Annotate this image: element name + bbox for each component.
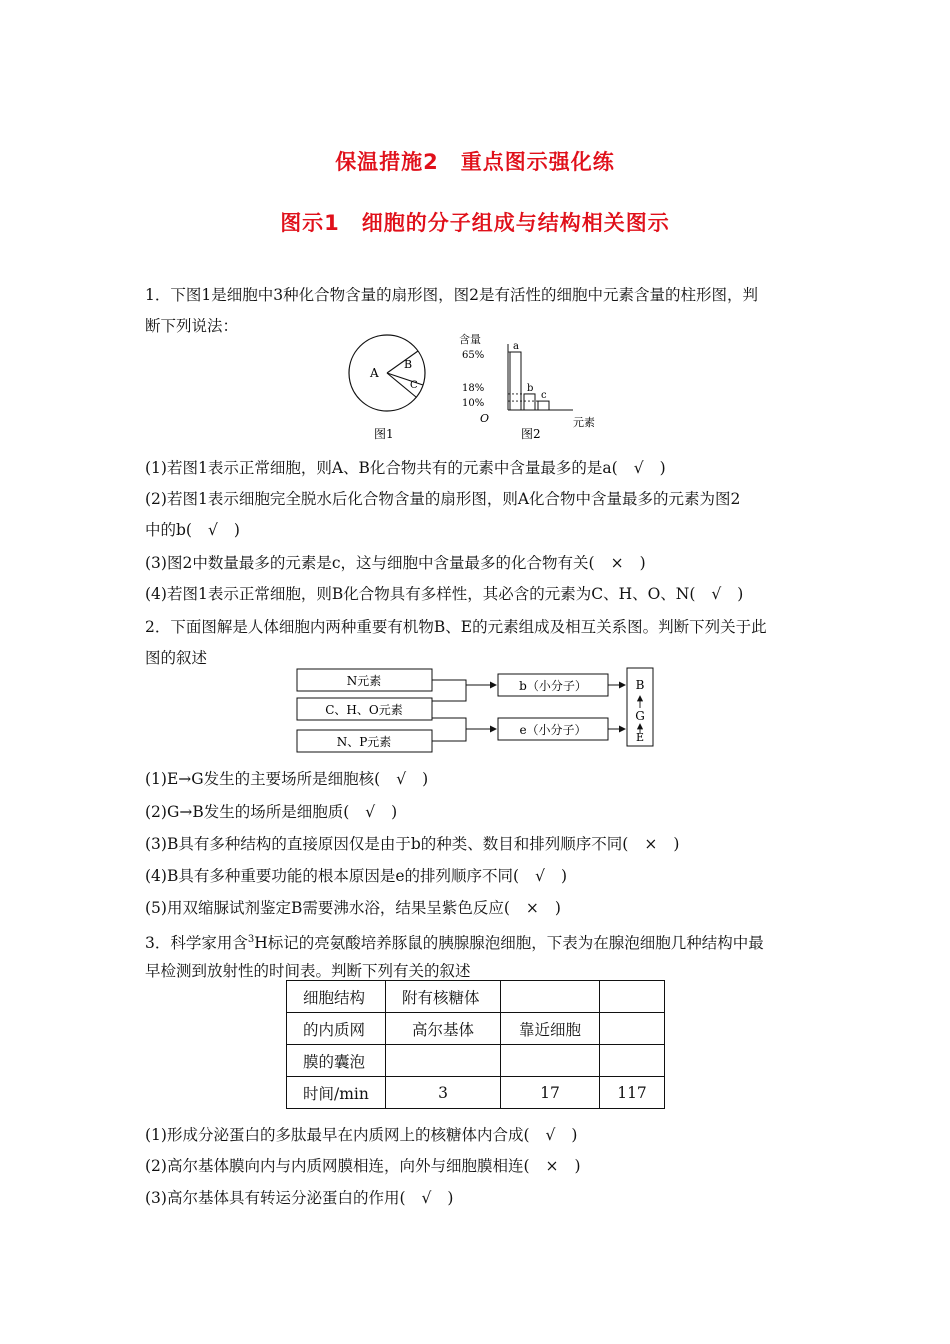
isotope-superscript: 3 bbox=[247, 934, 255, 945]
q1-item-3-text: (3)图2中数量最多的元素是c，这与细胞中含量最多的化合物有关( bbox=[145, 554, 595, 572]
table-cell bbox=[501, 981, 600, 1013]
paren-close: ) bbox=[574, 1157, 581, 1175]
q1-item-4 bbox=[145, 584, 743, 604]
table-row bbox=[287, 981, 665, 1013]
paren-close: ) bbox=[554, 899, 561, 917]
answer-mark: × bbox=[525, 899, 539, 917]
q3-item-3-text: (3)高尔基体具有转运分泌蛋白的作用( bbox=[145, 1189, 406, 1207]
chart-y-label: 含量 bbox=[459, 333, 481, 346]
bar-b bbox=[524, 394, 535, 410]
answer-mark: × bbox=[610, 554, 624, 572]
paren-close: ) bbox=[233, 521, 240, 539]
table-cell: 17 bbox=[501, 1077, 600, 1109]
answer-mark: √ bbox=[396, 770, 407, 788]
q3-item-1-text: (1)形成分泌蛋白的多肽最早在内质网上的核糖体内合成( bbox=[145, 1126, 530, 1144]
svg-text:N元素: N元素 bbox=[346, 674, 382, 688]
table-row bbox=[287, 1013, 665, 1045]
bar-a bbox=[510, 352, 521, 410]
answer-mark: × bbox=[545, 1157, 559, 1175]
answer-mark: √ bbox=[535, 867, 545, 885]
bar-c bbox=[538, 401, 549, 410]
paren-close: ) bbox=[391, 803, 398, 821]
paren-close: ) bbox=[673, 835, 680, 853]
paren-close: ) bbox=[447, 1189, 454, 1207]
answer-mark: √ bbox=[545, 1126, 556, 1144]
answer-mark: √ bbox=[711, 585, 722, 603]
q1-stem-line1: 1．下图1是细胞中3种化合物含量的扇形图，图2是有活性的细胞中元素含量的柱形图，判 bbox=[145, 286, 758, 304]
table-cell: 3 bbox=[386, 1077, 501, 1109]
answer-mark: √ bbox=[365, 803, 376, 821]
bar-label-b: b bbox=[527, 382, 534, 394]
svg-text:N、P元素: N、P元素 bbox=[336, 735, 392, 749]
svg-text:C、H、O元素: C、H、O元素 bbox=[325, 703, 403, 717]
answer-mark: √ bbox=[633, 459, 644, 477]
svg-text:b（小分子）: b（小分子） bbox=[519, 679, 587, 693]
q2-stem-line1: 2．下面图解是人体细胞内两种重要有机物B、E的元素组成及相互关系图。判断下列关于此 bbox=[145, 618, 767, 636]
paren-close: ) bbox=[659, 459, 666, 477]
q2-item-5-text: (5)用双缩脲试剂鉴定B需要沸水浴，结果呈紫色反应( bbox=[145, 899, 510, 917]
q1-item-1-text: (1)若图1表示正常细胞，则A、B化合物共有的元素中含量最多的是a( bbox=[145, 459, 618, 477]
q1-item-2: (2)若图1表示细胞完全脱水后化合物含量的扇形图，则A化合物中含量最多的元素为图2 bbox=[145, 490, 741, 508]
q2-item-4-text: (4)B具有多种重要功能的根本原因是e的排列顺序不同( bbox=[145, 867, 520, 885]
pie-label-b: B bbox=[404, 358, 413, 371]
q1-item-4-text: (4)若图1表示正常细胞，则B化合物具有多样性，其必含的元素为C、H、O、N( bbox=[145, 585, 696, 603]
q1-item-1 bbox=[145, 458, 666, 478]
q2-item-1 bbox=[145, 769, 428, 789]
q2-stem-line2: 图的叙述 bbox=[145, 649, 208, 667]
section-title: 图示1 细胞的分子组成与结构相关图示 bbox=[280, 211, 670, 235]
figure-2-bar-chart bbox=[455, 330, 605, 442]
q1-item-2-cont bbox=[145, 520, 240, 540]
table-cell bbox=[600, 1045, 665, 1077]
pie-label-a: A bbox=[370, 366, 379, 380]
table-cell bbox=[600, 981, 665, 1013]
bar-label-a: a bbox=[513, 341, 519, 352]
page-title: 保温措施2 重点图示强化练 bbox=[335, 150, 615, 174]
paren-close: ) bbox=[571, 1126, 578, 1144]
table-cell bbox=[386, 1045, 501, 1077]
paren-close: ) bbox=[639, 554, 646, 572]
paren-close: ) bbox=[422, 770, 429, 788]
q3-stem-part1: 3．科学家用含 bbox=[145, 934, 248, 953]
table-cell: 时间/min bbox=[287, 1077, 386, 1109]
paren-close: ) bbox=[737, 585, 744, 603]
table-cell: 靠近细胞 bbox=[501, 1013, 600, 1045]
y-tick-18: 18% bbox=[462, 383, 485, 394]
q2-item-2 bbox=[145, 802, 397, 822]
answer-mark: √ bbox=[207, 521, 218, 539]
chart-x-label: 元素 bbox=[573, 416, 595, 429]
q2-item-4 bbox=[145, 866, 567, 886]
table-cell bbox=[600, 1013, 665, 1045]
figure-1-pie bbox=[340, 330, 440, 440]
q2-item-5 bbox=[145, 898, 561, 918]
figure-1-caption: 图1 bbox=[374, 427, 394, 440]
y-tick-65: 65% bbox=[462, 350, 485, 361]
figure-2-caption: 图2 bbox=[521, 427, 541, 441]
y-tick-10: 10% bbox=[462, 398, 485, 409]
q2-diagram bbox=[290, 663, 670, 758]
table-cell: 的内质网 bbox=[287, 1013, 386, 1045]
paren-close: ) bbox=[560, 867, 568, 885]
q3-stem-line2: 早检测到放射性的时间表。判断下列有关的叙述 bbox=[145, 962, 471, 980]
svg-text:e（小分子）: e（小分子） bbox=[519, 723, 587, 737]
table-cell: 膜的囊泡 bbox=[287, 1045, 386, 1077]
answer-mark: × bbox=[644, 835, 658, 853]
q2-item-2-text: (2)G→B发生的场所是细胞质( bbox=[145, 803, 350, 821]
answer-mark: √ bbox=[421, 1189, 432, 1207]
q2-item-3 bbox=[145, 834, 679, 854]
q2-item-3-text: (3)B具有多种结构的直接原因仅是由于b的种类、数目和排列顺序不同( bbox=[145, 835, 629, 853]
q3-stem-line1 bbox=[145, 930, 764, 953]
table-cell: 117 bbox=[600, 1077, 665, 1109]
q3-stem-part2: H标记的亮氨酸培养豚鼠的胰腺腺泡细胞，下表为在腺泡细胞几种结构中最 bbox=[254, 934, 764, 953]
table-cell: 细胞结构 bbox=[287, 981, 386, 1013]
table-cell: 高尔基体 bbox=[386, 1013, 501, 1045]
bar-label-c: c bbox=[541, 390, 547, 402]
svg-text:B: B bbox=[635, 678, 645, 692]
q2-item-1-text: (1)E→G发生的主要场所是细胞核( bbox=[145, 770, 381, 788]
q3-item-2-text: (2)高尔基体膜向内与内质网膜相连，向外与细胞膜相连( bbox=[145, 1157, 530, 1175]
q3-item-1 bbox=[145, 1125, 577, 1145]
table-row bbox=[287, 1077, 665, 1109]
q3-item-3 bbox=[145, 1188, 453, 1208]
pie-label-c: C bbox=[410, 380, 418, 391]
table-cell: 附有核糖体 bbox=[386, 981, 501, 1013]
svg-text:G: G bbox=[635, 709, 645, 723]
chart-origin: O bbox=[480, 412, 490, 425]
q3-time-table bbox=[286, 980, 665, 1109]
q1-item-3 bbox=[145, 553, 646, 573]
table-row bbox=[287, 1045, 665, 1077]
svg-text:E: E bbox=[635, 731, 645, 744]
q1-stem-line2: 断下列说法： bbox=[145, 317, 239, 335]
q3-item-2 bbox=[145, 1156, 581, 1176]
q1-item-2-cont-text: 中的b( bbox=[145, 521, 192, 539]
table-cell bbox=[501, 1045, 600, 1077]
